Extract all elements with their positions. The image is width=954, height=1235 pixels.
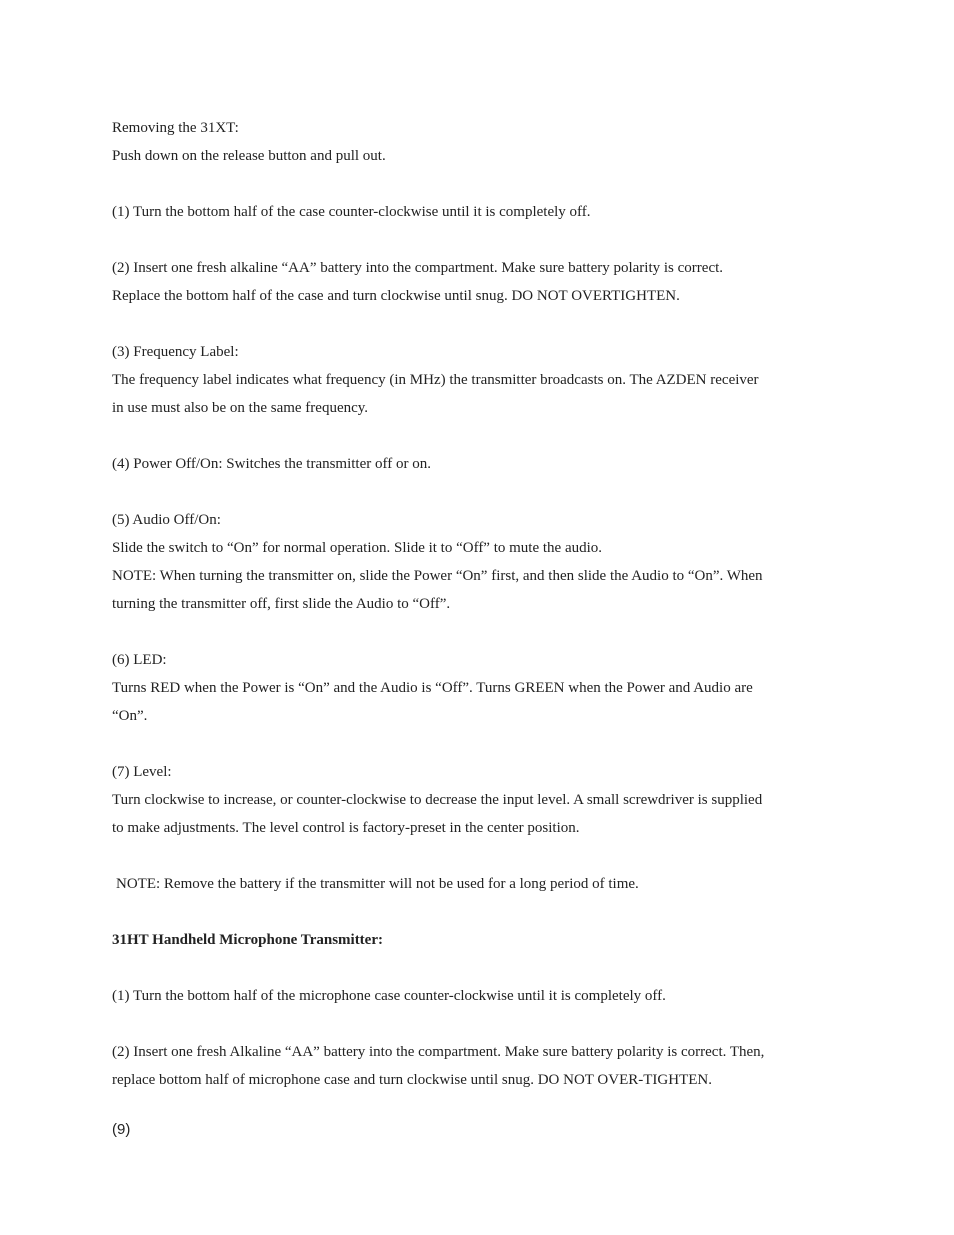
section-heading-31ht: 31HT Handheld Microphone Transmitter:: [112, 932, 383, 948]
31ht-step-2-line-1: (2) Insert one fresh Alkaline “AA” battery into the compartment. Make sure battery polarity is correct. Then,: [112, 1044, 765, 1060]
spacer: [112, 170, 852, 198]
step-5-line-1: Slide the switch to “On” for normal operation. Slide it to “Off” to mute the audio.: [112, 540, 603, 556]
battery-note: NOTE: Remove the battery if the transmitter will not be used for a long period of time.: [116, 876, 639, 892]
step-3-heading: (3) Frequency Label:: [112, 344, 239, 360]
step-7-heading: (7) Level:: [112, 764, 172, 780]
step-1: (1) Turn the bottom half of the case counter-clockwise until it is completely off.: [112, 204, 591, 220]
page-number: (9): [112, 1121, 131, 1138]
spacer: [112, 842, 852, 870]
step-7-line-2: to make adjustments. The level control is factory-preset in the center position.: [112, 820, 580, 836]
step-2-line-1: (2) Insert one fresh alkaline “AA” battery into the compartment. Make sure battery polarity is correct.: [112, 260, 724, 276]
step-6-line-2: “On”.: [112, 708, 148, 724]
document-body: [112, 114, 852, 1094]
step-5-note-line-2: turning the transmitter off, first slide the Audio to “Off”.: [112, 596, 451, 612]
step-3-line-2: in use must also be on the same frequency.: [112, 400, 369, 416]
31ht-step-2-line-2: replace bottom half of microphone case and turn clockwise until snug. DO NOT OVER-TIGHTEN.: [112, 1072, 712, 1088]
step-7-line-1: Turn clockwise to increase, or counter-clockwise to decrease the input level. A small screwdriver is supplied: [112, 792, 763, 808]
removing-text: Push down on the release button and pull out.: [112, 148, 386, 164]
spacer: [112, 618, 852, 646]
spacer: [112, 310, 852, 338]
step-5-note-line-1: NOTE: When turning the transmitter on, slide the Power “On” first, and then slide the Audio to “On”. When: [112, 568, 763, 584]
spacer: [112, 226, 852, 254]
spacer: [112, 954, 852, 982]
step-6-line-1: Turns RED when the Power is “On” and the Audio is “Off”. Turns GREEN when the Power and Audio are: [112, 680, 753, 696]
step-5-heading: (5) Audio Off/On:: [112, 512, 221, 528]
step-3-line-1: The frequency label indicates what frequency (in MHz) the transmitter broadcasts on. The AZDEN receiver: [112, 372, 759, 388]
spacer: [112, 478, 852, 506]
spacer: [112, 422, 852, 450]
step-4: (4) Power Off/On: Switches the transmitter off or on.: [112, 456, 431, 472]
step-6-heading: (6) LED:: [112, 652, 167, 668]
31ht-step-1: (1) Turn the bottom half of the microphone case counter-clockwise until it is completely off.: [112, 988, 666, 1004]
spacer: [112, 1010, 852, 1038]
spacer: [112, 898, 852, 926]
removing-heading: Removing the 31XT:: [112, 120, 239, 136]
step-2-line-2: Replace the bottom half of the case and turn clockwise until snug. DO NOT OVERTIGHTEN.: [112, 288, 680, 304]
spacer: [112, 730, 852, 758]
